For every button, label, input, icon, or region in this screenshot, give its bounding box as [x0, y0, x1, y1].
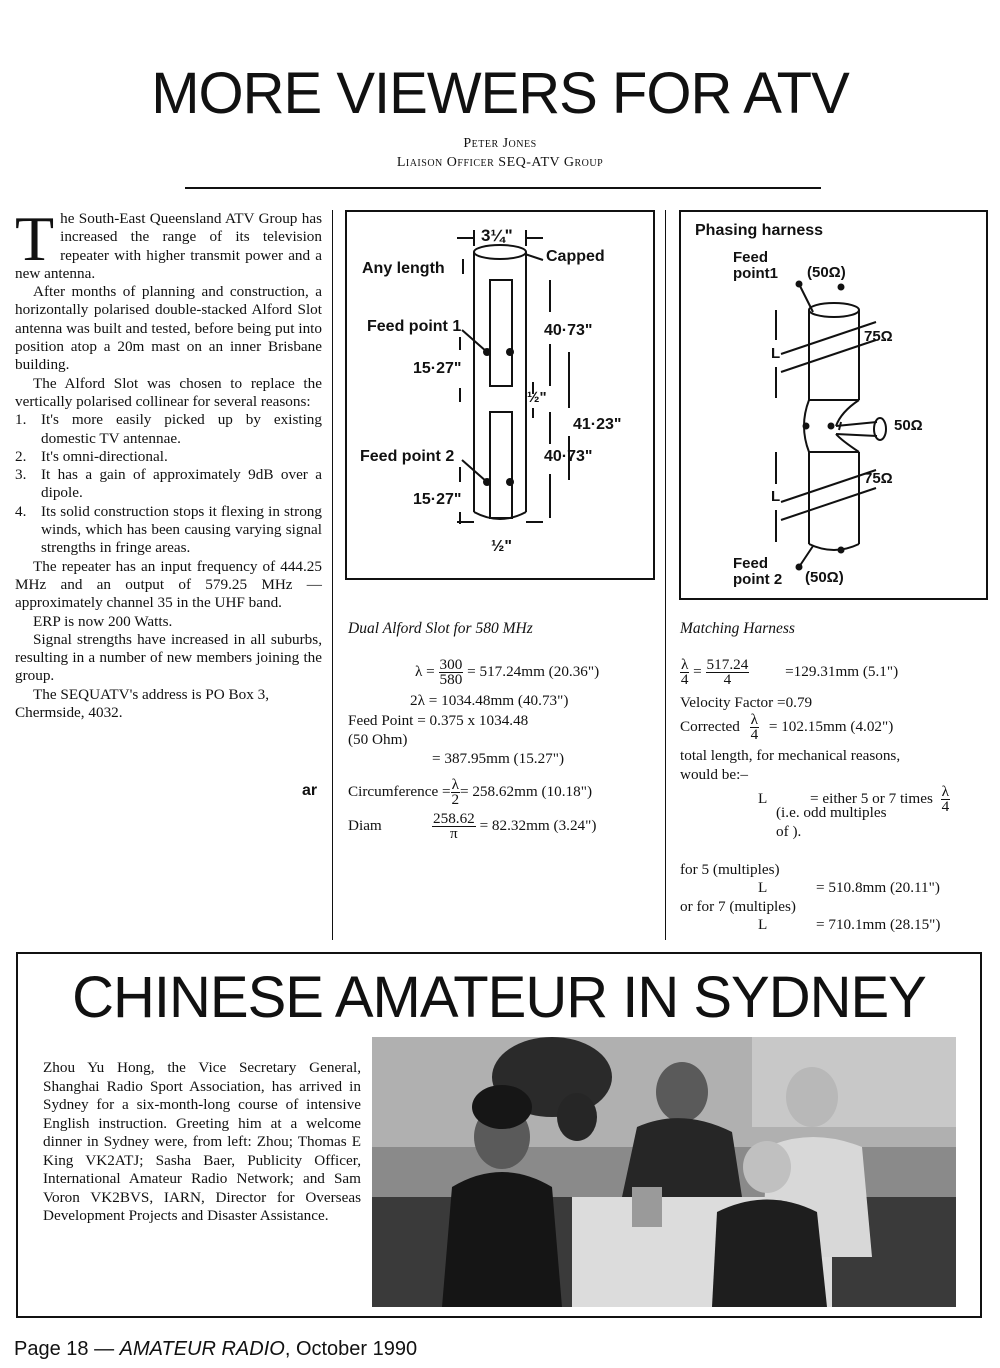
- dim-40-73-a: 40·73": [544, 322, 593, 339]
- calc-L7: L = 710.1mm (28.15"): [758, 916, 941, 933]
- feed-point-1-label: Feed point 1: [367, 318, 462, 335]
- calc-either: L = either 5 or 7 times $\frac{\lambda}{4}$: [758, 783, 950, 815]
- article-2-title: CHINESE AMATEUR IN SYDNEY: [72, 965, 926, 1030]
- dim-41-23: 41·23": [573, 416, 622, 433]
- ohm-50-top: (50Ω): [807, 264, 846, 281]
- paragraph-2: After months of planning and construction, a horizontally polarised double-stacked Alford Slot antenna was built and tested, before being put into position atop a 20m mast on an inner Brisbane building.: [15, 283, 322, 374]
- column-divider-1: [332, 210, 333, 940]
- calc-L5: L = 510.8mm (20.11"): [758, 879, 940, 896]
- drop-cap: T: [15, 203, 55, 274]
- dim-bottom: ½": [491, 538, 512, 555]
- feed-2-label: Feed: [733, 555, 769, 572]
- dim-half: ½": [527, 389, 547, 406]
- harness-calculations: [680, 658, 992, 935]
- harness-title: Phasing harness: [695, 222, 824, 239]
- diagram-1-caption: Dual Alford Slot for 580 MHz: [348, 620, 533, 637]
- alford-slot-diagram: [345, 210, 655, 580]
- dim-top: 3¼": [481, 226, 513, 245]
- calc-would-be: would be:–: [680, 766, 748, 783]
- article-body: [15, 203, 322, 722]
- paragraph-7: The SEQUATV's address is PO Box 3, Chermside, 4032.: [15, 685, 270, 722]
- calc-total-length: total length, for mechanical reasons,: [680, 747, 901, 764]
- paragraph-3: The Alford Slot was chosen to replace the vertically polarised collinear for several reasons:: [15, 374, 322, 410]
- dinner-photo: [372, 1037, 956, 1307]
- list-item: 3. It has a gain of approximately 9dB over a dipole.: [15, 466, 322, 502]
- calc-feed-result: = 387.95mm (15.27"): [432, 750, 565, 767]
- reasons-list: [15, 411, 322, 557]
- list-item: 1. It's more easily picked up by existing domestic TV antennae.: [15, 411, 322, 447]
- author-role: Liaison Officer SEQ-ATV Group: [396, 155, 604, 170]
- phasing-harness-diagram: [679, 210, 988, 600]
- ohm-50-bottom: (50Ω): [805, 569, 844, 586]
- page-footer: Page 18 — AMATEUR RADIO, October 1990: [14, 1338, 418, 1360]
- article-2-body: Zhou Yu Hong, the Vice Secretary General, Shanghai Radio Sport Association, has arrived in Sydney for a six-month-long course of intensive English instruction. Greeting him at a welcome dinner in Sydney were, from left: Zhou; Thomas E King VK2ATJ; Sasha Baer, Publicity Officer, International Amateur Radio Network; and Sam Voron VK2BVS, IARN, Director for Overseas Development Projects and Disaster Assistance.: [43, 1059, 361, 1224]
- calc-feed-point: Feed Point = 0.375 x 1034.48: [348, 712, 529, 729]
- feed-1-label-b: point1: [733, 265, 778, 282]
- calc-quarter-wave: $\frac{\lambda}{4}$ = $\frac{517.24}{4}$ =129.31mm (5.1"): [680, 656, 899, 688]
- calc-of: of ).: [776, 823, 802, 840]
- any-length-label: Any length: [362, 260, 445, 277]
- dim-40-73-b: 40·73": [544, 448, 593, 465]
- feed-point-2-label: Feed point 2: [360, 448, 455, 465]
- calc-for-5: for 5 (multiples): [680, 861, 780, 878]
- calc-2-lambda: 2λ = 1034.48mm (40.73"): [410, 692, 569, 709]
- dim-15-27-a: 15·27": [413, 360, 462, 377]
- calc-corrected: Corrected $\frac{\lambda}{4}$ = 102.15mm (4.02"): [680, 711, 894, 743]
- L-b: L: [771, 488, 781, 505]
- calc-for-7: or for 7 (multiples): [680, 898, 796, 915]
- ohm-75-b: 75Ω: [864, 470, 893, 487]
- article-title: MORE VIEWERS FOR ATV: [151, 61, 849, 126]
- list-item: 2. It's omni-directional.: [15, 447, 168, 465]
- paragraph-5: ERP is now 200 Watts.: [33, 612, 173, 630]
- alford-calculations: [348, 658, 660, 841]
- calc-circumference: Circumference = $\frac{\lambda}{2}$ = 258.62mm (10.18"): [348, 776, 593, 808]
- ohm-75-a: 75Ω: [864, 328, 893, 345]
- calc-velocity: Velocity Factor =0.79: [680, 694, 813, 711]
- L-a: L: [771, 345, 781, 362]
- ohm-50-mid: 50Ω: [894, 417, 923, 434]
- list-item: 4. Its solid construction stops it flexing in strong winds, which has been causing varying signal strengths in fringe areas.: [15, 502, 322, 557]
- feed-2-label-b: point 2: [733, 571, 783, 588]
- photo-illustration: [372, 1037, 956, 1307]
- capped-label: Capped: [546, 248, 605, 265]
- calc-lambda: λ = $\frac{300}{580}$ = 517.24mm (20.36"): [415, 656, 600, 688]
- paragraph-1: The South-East Queensland ATV Group has increased the range of its television repeater with higher transmit power and a new antenna.: [15, 203, 322, 282]
- calc-diam: Diam $\frac{258.62}{\pi}$ = 82.32mm (3.24"): [348, 810, 597, 842]
- paragraph-4: The repeater has an input frequency of 444.25 MHz and an output of 579.25 MHz — approximately channel 35 in the UHF band.: [15, 557, 322, 612]
- feed-1-label: Feed: [733, 249, 769, 266]
- calc-odd: (i.e. odd multiples: [776, 804, 887, 821]
- column-divider-2: [665, 210, 666, 940]
- end-mark: ar: [302, 782, 318, 799]
- calc-ohm: (50 Ohm): [348, 731, 408, 748]
- author-name: Peter Jones: [463, 136, 537, 151]
- paragraph-6: Signal strengths have increased in all suburbs, resulting in a number of new members joining the group.: [15, 630, 322, 685]
- chinese-amateur-box: [16, 952, 982, 1318]
- diagram-2-caption: Matching Harness: [680, 620, 795, 637]
- dim-15-27-b: 15·27": [413, 491, 462, 508]
- title-rule: [185, 187, 821, 189]
